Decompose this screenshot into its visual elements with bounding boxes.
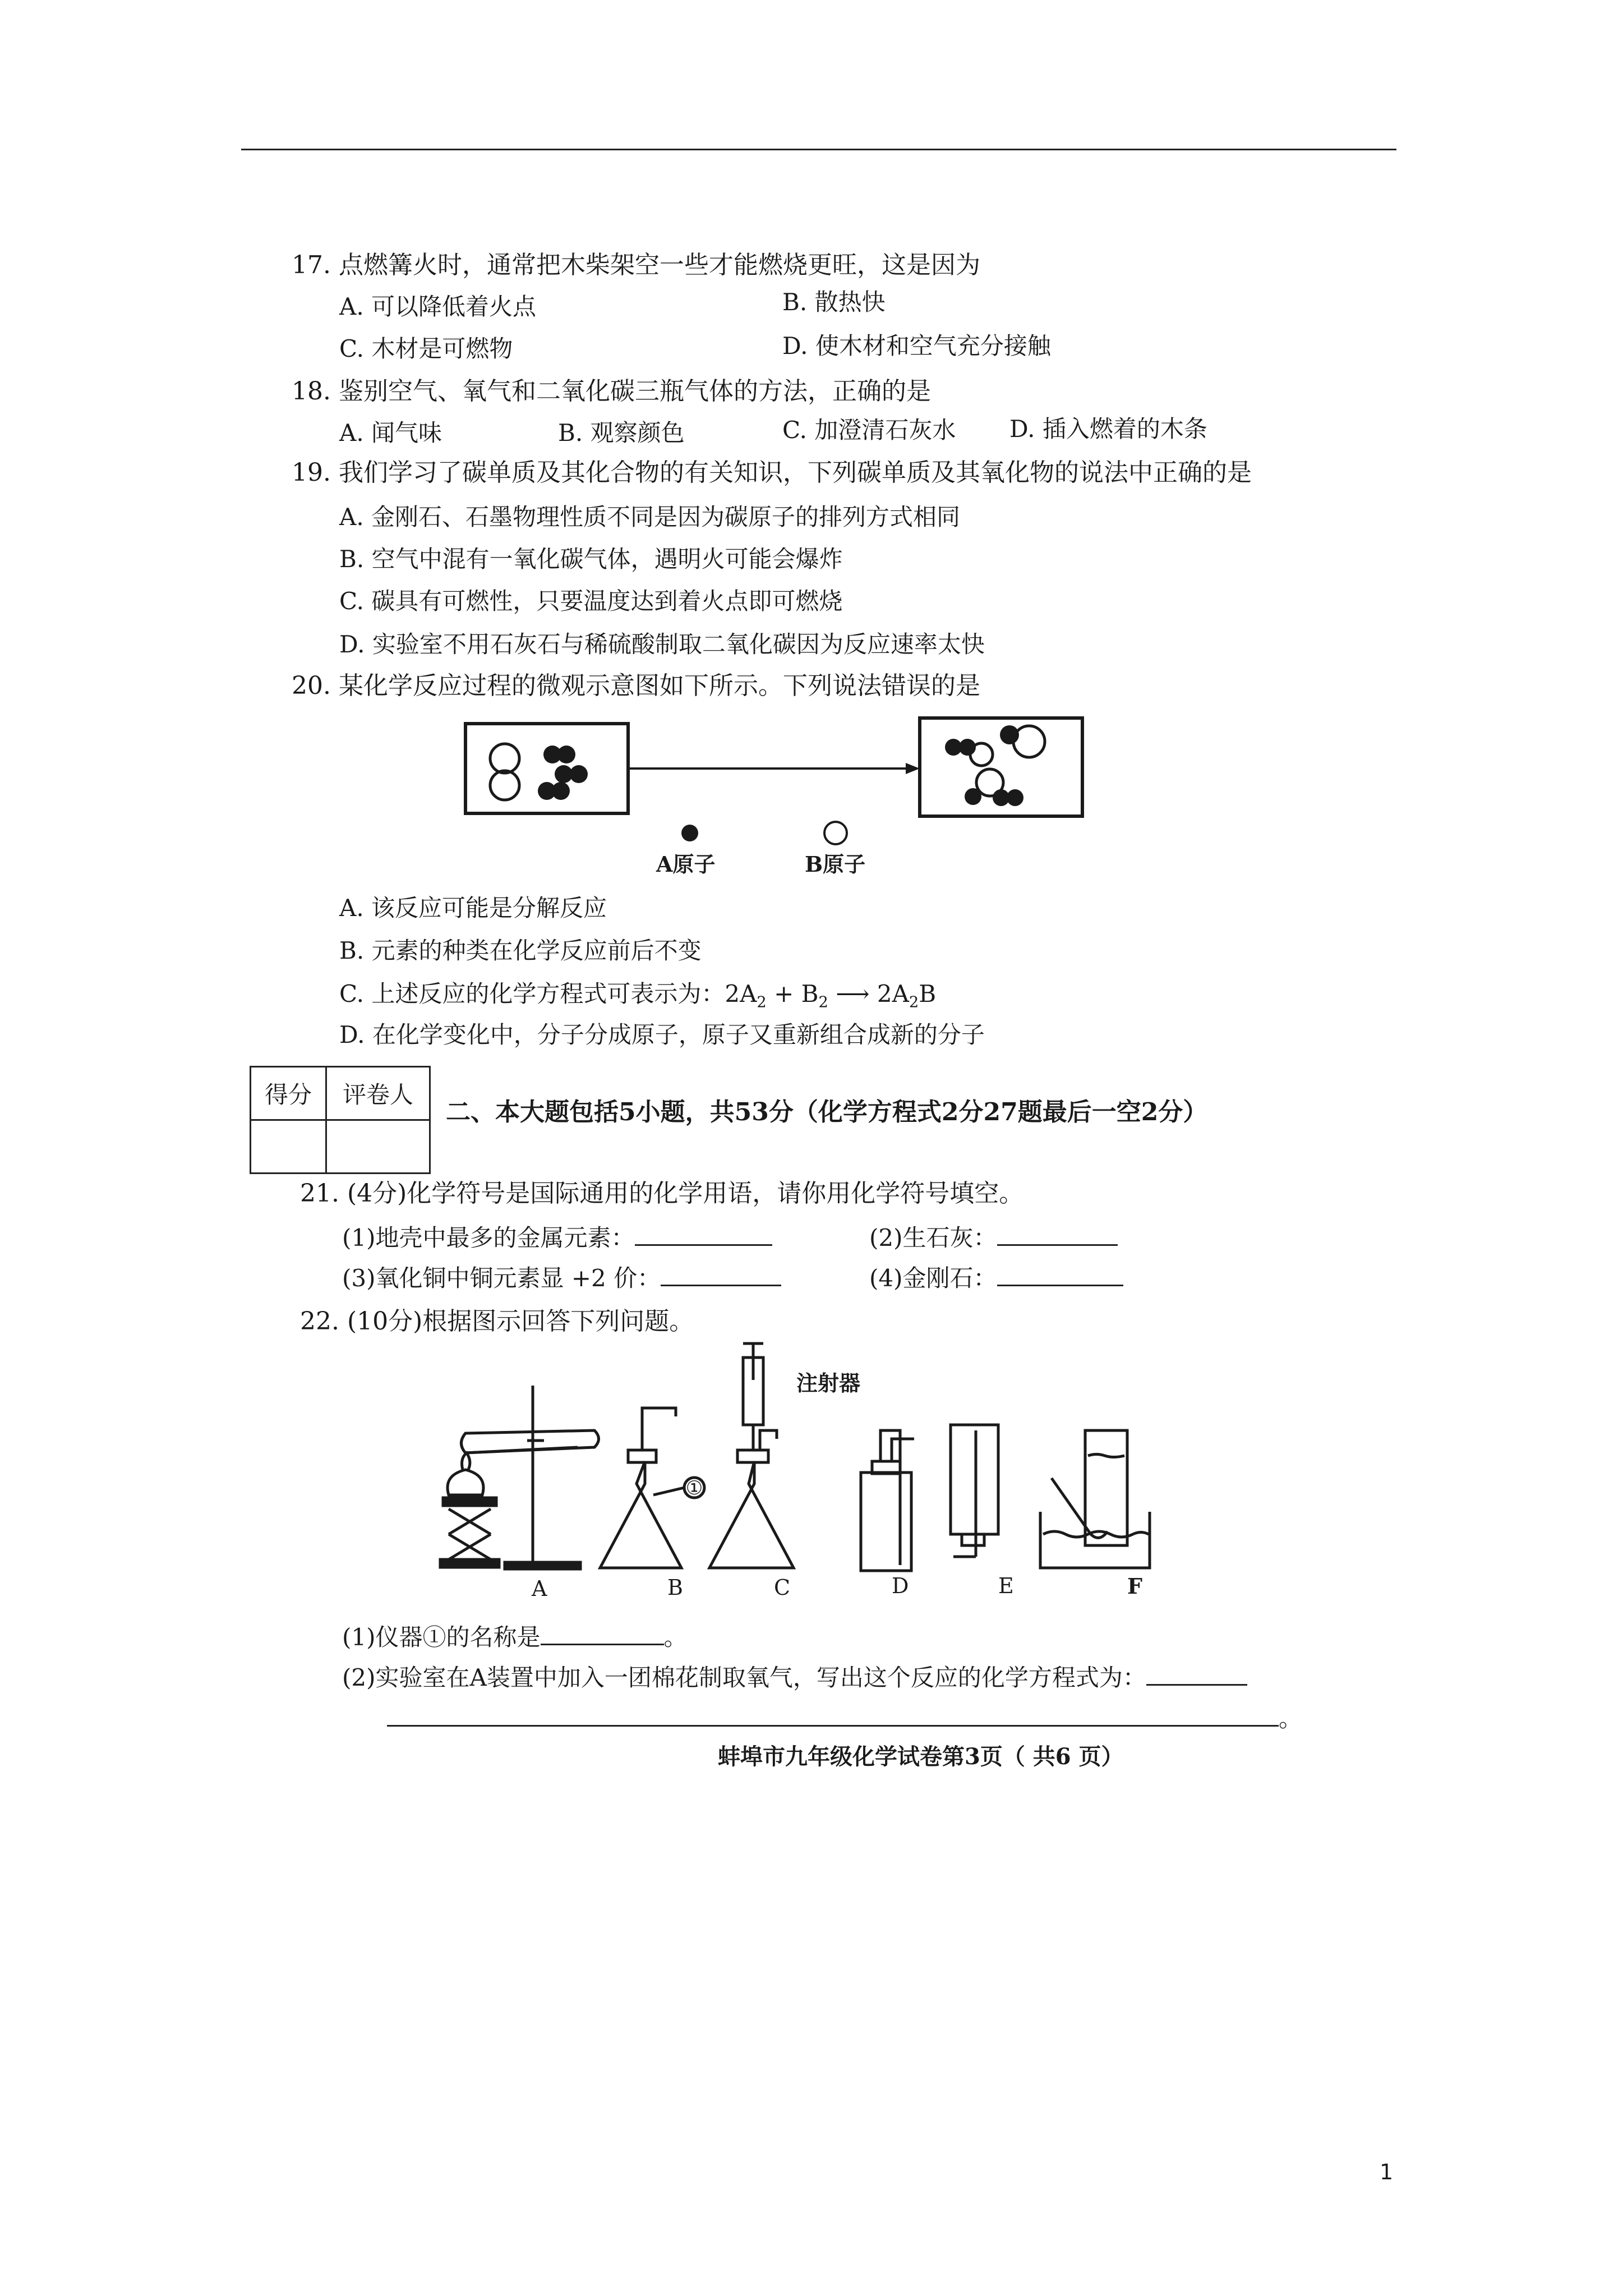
b-atom	[490, 771, 519, 800]
q21-item-3: (3)氧化铜中铜元素显 +2 价：	[342, 1262, 781, 1294]
q22-stem: 22. (10分)根据图示回答下列问题。	[300, 1307, 694, 1336]
q20-option-d: D. 在化学变化中，分子分成原子，原子又重新组合成新的分子	[339, 1021, 985, 1048]
a-atom	[965, 788, 981, 805]
score-table	[250, 1066, 431, 1174]
answer-line[interactable]	[387, 1703, 1279, 1727]
q18-option-d: D. 插入燃着的木条	[1009, 415, 1207, 443]
b-atom	[1013, 726, 1045, 757]
q21-stem: 21. (4分)化学符号是国际通用的化学用语，请你用化学符号填空。	[300, 1179, 1024, 1208]
answer-blank[interactable]	[997, 1262, 1123, 1286]
legend-a-label: A原子	[656, 852, 716, 877]
apparatus-e	[951, 1425, 998, 1557]
q21-item-2: (2)生石灰：	[869, 1222, 1118, 1253]
answer-blank[interactable]	[1146, 1662, 1247, 1686]
legend-a-atom	[681, 825, 698, 841]
q20-option-b: B. 元素的种类在化学反应前后不变	[339, 937, 702, 964]
q22-sub2-line: 。	[387, 1703, 1302, 1734]
q17-option-a: A. 可以降低着火点	[339, 293, 537, 320]
section-2-heading: 二、本大题包括5小题，共53分（化学方程式2分27题最后一空2分）	[446, 1098, 1208, 1126]
q21-item-4: (4)金刚石：	[869, 1262, 1123, 1294]
reaction-micro-diagram	[449, 707, 1122, 869]
apparatus-b	[600, 1408, 704, 1568]
header-rule	[241, 149, 1396, 150]
q22-sub2: (2)实验室在A装置中加入一团棉花制取氧气，写出这个反应的化学方程式为：	[342, 1662, 1247, 1693]
q18-option-c: C. 加澄清石灰水	[782, 416, 956, 444]
q20-option-a: A. 该反应可能是分解反应	[339, 894, 607, 922]
score-cell[interactable]	[251, 1120, 326, 1174]
answer-blank[interactable]	[661, 1262, 781, 1286]
apparatus-label-d: D	[892, 1573, 909, 1598]
b-atom	[970, 743, 993, 766]
a-atom	[552, 782, 570, 800]
apparatus-label-b: B	[667, 1575, 683, 1600]
apparatus-b-circle-one: ①	[685, 1477, 703, 1499]
apparatus-f	[1040, 1430, 1150, 1568]
page-number: 1	[1380, 2160, 1394, 2184]
a-atom	[557, 746, 575, 763]
arrow-head	[906, 763, 920, 774]
q17-option-c: C. 木材是可燃物	[339, 335, 513, 362]
answer-blank[interactable]	[997, 1222, 1118, 1246]
answer-blank[interactable]	[635, 1222, 772, 1246]
apparatus-label-c: C	[774, 1575, 791, 1600]
page-footer: 蚌埠市九年级化学试卷第3页（ 共6 页）	[718, 1743, 1124, 1770]
q18-stem: 18. 鉴别空气、氧气和二氧化碳三瓶气体的方法，正确的是	[292, 377, 931, 406]
apparatus-label-a: A	[532, 1576, 547, 1601]
q19-option-c: C. 碳具有可燃性，只要温度达到着火点即可燃烧	[339, 587, 843, 615]
chemical-equation: $2A_2 + B_2$ ⟶ $2A_2B$	[725, 980, 937, 1011]
apparatus-label-f: F	[1127, 1573, 1142, 1599]
legend-b-label: B原子	[805, 852, 866, 877]
q20-option-c-text: C. 上述反应的化学方程式可表示为：	[339, 980, 725, 1007]
q22-sub1: (1)仪器①的名称是 。	[342, 1621, 688, 1653]
q21-item-1: (1)地壳中最多的金属元素：	[342, 1222, 772, 1253]
a-atom	[1007, 789, 1023, 806]
q20-option-c	[339, 979, 936, 1018]
apparatus-a	[440, 1386, 599, 1569]
q18-option-b: B. 观察颜色	[558, 419, 685, 447]
apparatus-d	[861, 1430, 914, 1571]
answer-blank[interactable]	[541, 1621, 664, 1645]
grader-cell[interactable]	[326, 1120, 430, 1174]
q17-option-b: B. 散热快	[782, 288, 886, 316]
q19-option-b: B. 空气中混有一氧化碳气体，遇明火可能会爆炸	[339, 545, 843, 573]
grader-header: 评卷人	[326, 1067, 430, 1120]
a-atom	[570, 765, 588, 783]
q19-option-d: D. 实验室不用石灰石与稀硫酸制取二氧化碳因为反应速率太快	[339, 631, 985, 658]
q18-option-a: A. 闻气味	[339, 419, 442, 447]
apparatus-label-e: E	[998, 1573, 1014, 1598]
q19-stem: 19. 我们学习了碳单质及其化合物的有关知识，下列碳单质及其氧化物的说法中正确的是	[292, 458, 1252, 487]
legend-b-atom	[824, 822, 847, 844]
b-atom	[490, 744, 519, 773]
q17-stem: 17. 点燃篝火时，通常把木柴架空一些才能燃烧更旺，这是因为	[292, 251, 980, 279]
syringe-label: 注射器	[796, 1370, 861, 1396]
q19-option-a: A. 金刚石、石墨物理性质不同是因为碳原子的排列方式相同	[339, 503, 961, 531]
score-header: 得分	[251, 1067, 326, 1120]
q20-stem: 20. 某化学反应过程的微观示意图如下所示。下列说法错误的是	[292, 671, 980, 700]
q17-option-d: D. 使木材和空气充分接触	[782, 332, 1051, 360]
apparatus-c	[709, 1343, 794, 1568]
